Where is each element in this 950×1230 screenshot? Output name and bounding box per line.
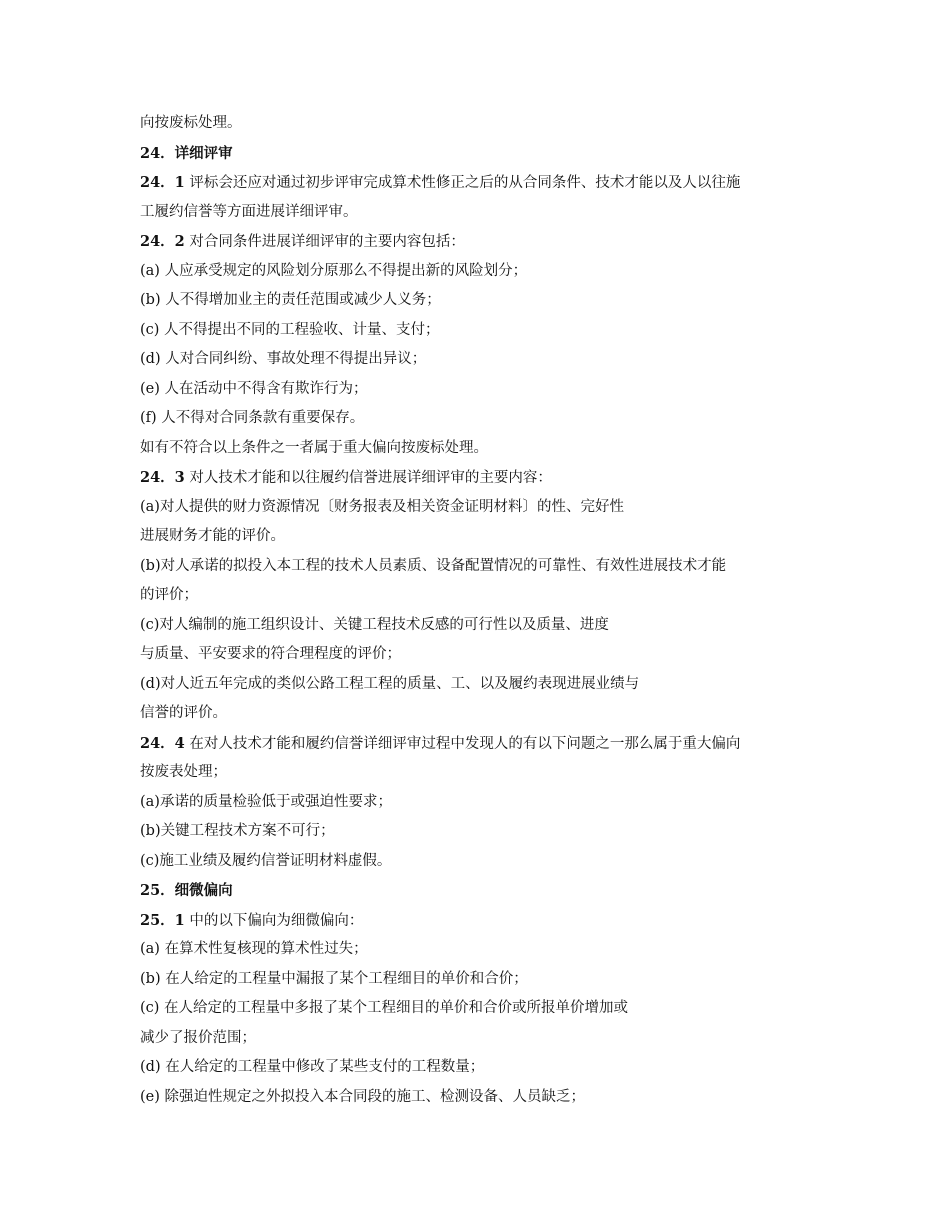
text-line: (b)对人承诺的拟投入本工程的技术人员素质、设备配置情况的可靠性、有效性进展技术才能 [140, 557, 727, 574]
text-line: (c) 人不得提出不同的工程验收、计量、支付； [140, 321, 440, 338]
text-line: 的评价； [140, 587, 198, 603]
text-line: (d) 人对合同纠纷、事故处理不得提出异议； [140, 351, 427, 367]
numbered-paragraph [140, 227, 820, 257]
text-line: 如有不符合以上条件之一者属于重大偏向按废标处理。 [140, 439, 488, 456]
text-line: (b)关键工程技术方案不可行； [140, 823, 335, 839]
text-line: (d)对人近五年完成的类似公路工程工程的质量、工、以及履约表现进展业绩与 [140, 675, 640, 692]
section-heading: 25．细微偏向 [140, 882, 233, 899]
clause-text: 评标会还应对通过初步评审完成算术性修正之后的从合同条件、技术才能以及人以往施 [184, 175, 741, 191]
text-line: (a) 在算术性复核现的算术性过失； [140, 941, 368, 957]
text-line: (d) 在人给定的工程量中修改了某些支付的工程数量； [140, 1059, 485, 1075]
text-line: (e) 人在活动中不得含有欺诈行为； [140, 380, 368, 397]
text-line: (c) 在人给定的工程量中多报了某个工程细目的单价和合价或所报单价增加或 [140, 1000, 629, 1016]
document-page [140, 109, 820, 1112]
clause-number: 24．1 [140, 174, 185, 191]
clause-number: 24．4 [140, 734, 185, 752]
text-line: 减少了报价范围； [140, 1029, 256, 1046]
text-line: (a)承诺的质量检验低于或强迫性要求； [140, 793, 392, 810]
text-line: (b) 人不得增加业主的责任范围或减少人义务； [140, 292, 441, 308]
clause-text: 在对人技术才能和履约信誉详细评审过程中发现人的有以下问题之一那么属于重大偏向 [184, 735, 741, 752]
text-line: (c)施工业绩及履约信誉证明材料虚假。 [140, 852, 392, 869]
clause-number: 24．2 [140, 233, 185, 250]
text-line: (a)对人提供的财力资源情况〔财务报表及相关资金证明材料〕的性、完好性 [140, 498, 624, 515]
clause-text: 对合同条件进展详细评审的主要内容包括： [184, 234, 465, 250]
section-heading: 24．详细评审 [140, 144, 233, 162]
text-line: 工履约信誉等方面进展详细评审。 [140, 203, 358, 220]
clause-text: 对人技术才能和以往履约信誉进展详细评审的主要内容： [184, 470, 552, 486]
text-line: (e) 除强迫性规定之外拟投入本合同段的施工、检测设备、人员缺乏； [140, 1088, 586, 1105]
numbered-paragraph [140, 463, 820, 493]
text-line: (b) 在人给定的工程量中漏报了某个工程细目的单价和合价； [140, 970, 528, 987]
clause-number: 24．3 [140, 469, 185, 486]
numbered-paragraph [140, 906, 820, 936]
clause-text: 中的以下偏向为细微偏向： [184, 912, 364, 929]
numbered-paragraph [140, 729, 820, 759]
text-line: 按废表处理； [140, 764, 227, 780]
text-line: (a) 人应承受规定的风险划分原那么不得提出新的风险划分； [140, 262, 528, 279]
clause-number: 25．1 [140, 911, 185, 929]
text-line: (f) 人不得对合同条款有重要保存。 [140, 410, 365, 426]
text-line: 与质量、平安要求的符合理程度的评价； [140, 646, 401, 662]
numbered-paragraph [140, 168, 820, 198]
text-line: (c)对人编制的施工组织设计、关键工程技术反感的可行性以及质量、进度 [140, 616, 609, 633]
text-line: 信誉的评价。 [140, 705, 227, 721]
text-line: 向按废标处理。 [140, 115, 242, 131]
text-line: 进展财务才能的评价。 [140, 528, 285, 544]
